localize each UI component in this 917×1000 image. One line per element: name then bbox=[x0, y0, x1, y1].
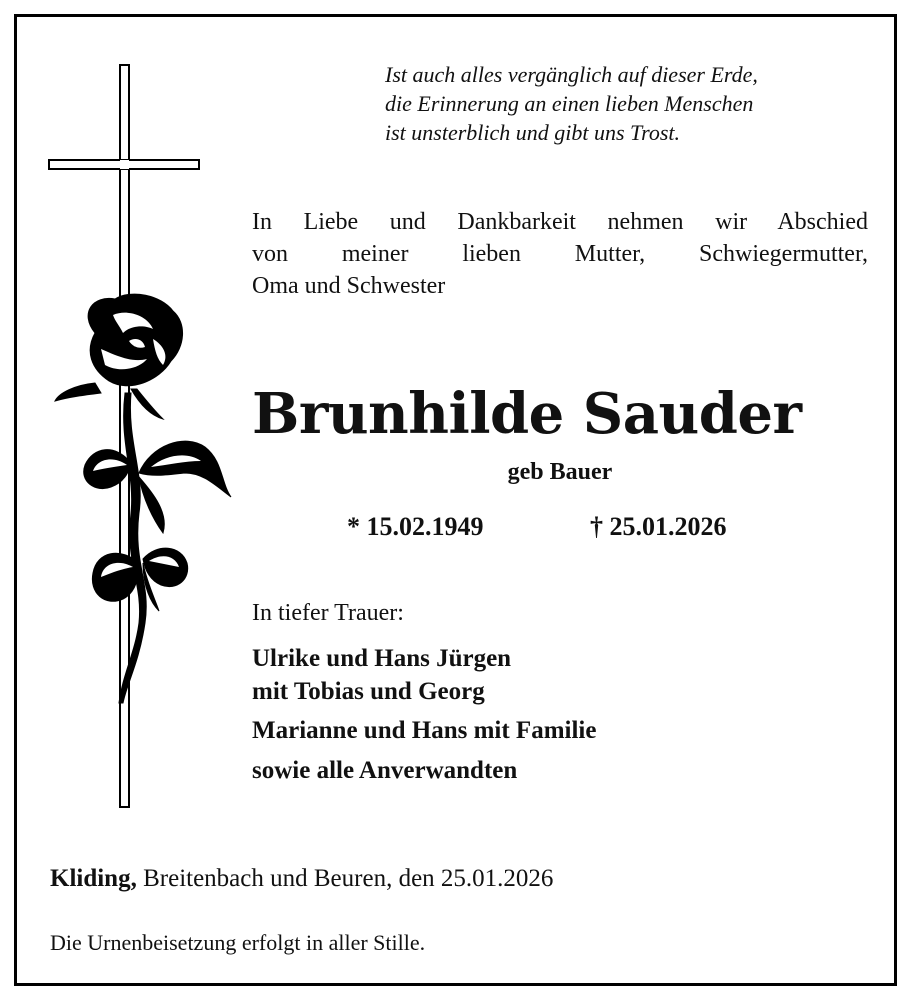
intro-line: In Liebe und Dankbarkeit nehmen wir Abschied bbox=[252, 209, 868, 235]
intro-text bbox=[252, 206, 868, 302]
place-details: Breitenbach und Beuren, den 25.01.2026 bbox=[136, 865, 554, 892]
motto-line: die Erinnerung an einen lieben Menschen bbox=[385, 91, 754, 116]
place-and-date bbox=[50, 863, 553, 895]
rose-icon bbox=[55, 294, 231, 703]
burial-note: Die Urnenbeisetzung erfolgt in aller Stille. bbox=[50, 930, 426, 955]
cross-with-rose-icon bbox=[35, 63, 235, 823]
birth-date: * 15.02.1949 bbox=[347, 512, 484, 541]
place-name: Kliding, bbox=[50, 865, 137, 892]
mourner-line: sowie alle Anverwandten bbox=[252, 757, 518, 784]
mourner-line: mit Tobias und Georg bbox=[252, 678, 485, 705]
deceased-name: Brunhilde Sauder bbox=[252, 381, 802, 447]
intro-line: von meiner lieben Mutter, Schwiegermutter, bbox=[252, 241, 868, 267]
motto-line: ist unsterblich und gibt uns Trost. bbox=[385, 120, 681, 145]
maiden-name: geb Bauer bbox=[507, 459, 613, 485]
mourner-line: Marianne und Hans mit Familie bbox=[252, 717, 597, 744]
intro-line: Oma und Schwester bbox=[252, 273, 446, 299]
obituary-notice bbox=[14, 14, 897, 986]
motto-verse bbox=[385, 60, 885, 147]
mourner-line: Ulrike und Hans Jürgen bbox=[252, 645, 512, 672]
death-date: † 25.01.2026 bbox=[590, 512, 727, 541]
motto-line: Ist auch alles vergänglich auf dieser Erde, bbox=[385, 62, 758, 87]
mourners-label: In tiefer Trauer: bbox=[252, 600, 404, 626]
